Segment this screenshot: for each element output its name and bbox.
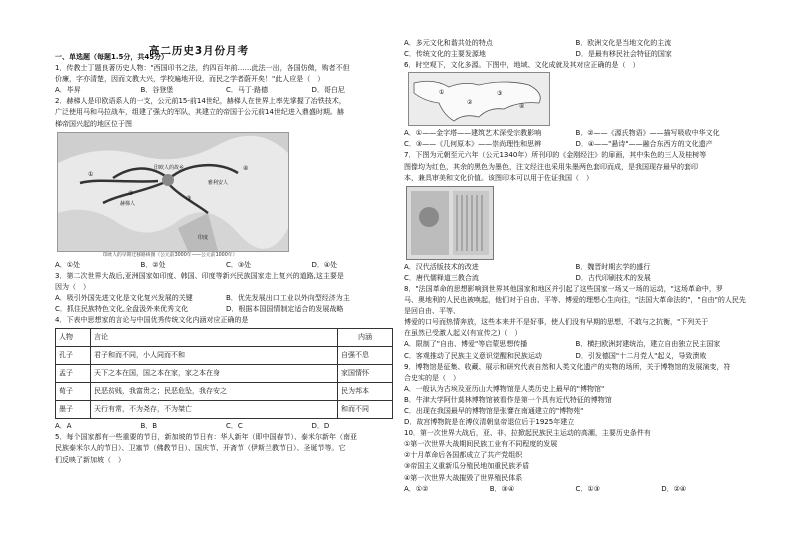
map-label: 印欧人的故乡 <box>154 164 185 171</box>
right-column <box>404 38 747 495</box>
option[interactable]: D．引发德国"十二月党人"起义，导致溃败 <box>575 351 707 360</box>
option[interactable]: A．吸引外国先进文化是文化复兴发展的关键 <box>55 293 193 302</box>
table-row <box>56 347 393 365</box>
q8-stem: 在虽然已受激人起义(有宣传之)（ ） <box>404 329 522 338</box>
table-cell: 自强不息 <box>338 347 393 365</box>
option[interactable]: B．欧洲文化是当地文化的主流 <box>575 39 672 47</box>
q6-options <box>404 128 747 150</box>
option[interactable]: D．D <box>311 422 330 431</box>
table-cell: 孔子 <box>56 347 91 365</box>
map-marker: ① <box>88 170 94 178</box>
option[interactable]: C．出现在我国最早的博物馆是张謇在南通建立的"博物苑" <box>404 406 584 415</box>
table-cell: 民恶贫贱，我富贵之；民恶危坠，我存安之 <box>91 383 338 401</box>
option[interactable]: B．谷登堡 <box>140 86 174 95</box>
q5-stem: 们反映了新加坡（ ） <box>55 455 125 464</box>
option[interactable]: B．②处 <box>140 260 166 269</box>
option[interactable]: C．抓住民族特色文化,全盘汲外来优秀文化 <box>55 305 189 314</box>
option[interactable]: A．①处 <box>55 260 81 269</box>
map-marker: ④ <box>243 164 249 172</box>
option[interactable]: C．③——《几何原本》——崇尚理性和思辨 <box>404 140 542 149</box>
option[interactable]: C．客观推动了民族主义意识觉醒和民族运动 <box>404 351 542 360</box>
table-cell: 墨子 <box>56 401 91 419</box>
option[interactable]: D．④——"悬诗"——融合东西方的文化遗产 <box>575 140 713 149</box>
map-graphic <box>409 73 549 125</box>
q8-stem: 8．"法国革命的思想影响到世界其他国家和地区并引起了这些国家一场又一场的运动，"这场革命中，罗 <box>404 284 723 293</box>
option[interactable]: C．唐代儒释道三教合流 <box>404 273 479 282</box>
q1-stem: 价廉，字亦清楚，因而文教大兴，学校遍地开设，而民之学者蔚开矣！"此人应是（ ） <box>55 75 325 84</box>
option[interactable]: A．A <box>55 422 72 431</box>
q3-options <box>55 293 397 315</box>
q8-options <box>404 339 747 361</box>
map-label: 赫梯人 <box>120 200 136 207</box>
option[interactable]: B．②——《源氏物语》——描写吸收中华文化 <box>575 129 720 138</box>
q7-options <box>404 262 747 284</box>
option[interactable]: B．牛津大学阿什莫林博物馆被看作是第一个具有近代特征的博物馆 <box>404 395 612 404</box>
q6-stem: 6．时空观下，文化多源。下图中，地域、文化成就及其对应正确的是（ ） <box>404 61 640 70</box>
table-cell: 民为邦本 <box>338 383 393 401</box>
print-graphic <box>407 187 493 259</box>
q7-stem: 7．下图为元朝至元六年（公元1340年）所刊印的《金刚经注》的扉画，其中朱色的三人及桂树等 <box>404 151 707 160</box>
q4-table <box>55 328 393 419</box>
left-column <box>55 40 397 466</box>
map-marker: ③ <box>186 194 192 202</box>
map-graphic <box>58 133 288 251</box>
table-cell: 荀子 <box>56 383 91 401</box>
table-cell: 天行有常，不为尧存，不为桀亡 <box>91 401 338 419</box>
option[interactable]: B．③④ <box>489 484 515 493</box>
table-cell: 孟子 <box>56 365 91 383</box>
table-header-cell: 人物 <box>56 329 91 347</box>
map-marker: ④ <box>519 103 525 111</box>
option[interactable]: C．①③ <box>575 484 600 493</box>
q5-stem: 5．每个国家都有一些重要的节日，新加坡的节日有：华人新年（即中国春节）、泰米尔新年（南亚 <box>55 433 357 442</box>
option[interactable]: B．B <box>140 422 158 431</box>
q5-options <box>404 38 747 60</box>
q10-item: ②十月革命后各国都成立了共产党组织 <box>404 451 523 460</box>
q7-stem: 本，兼具审美和文化价值。该图印本可以用于佐证我国（ ） <box>404 173 593 182</box>
table-row <box>56 365 393 383</box>
q2-stem: 2．赫梯人是印欧语系人的一支，公元前15-前14世纪，赫梯人在世界上率先掌握了冶铁技术， <box>55 97 346 106</box>
option[interactable]: A．多元文化和谐共处的特点 <box>404 39 493 47</box>
option[interactable]: D．故宫博物院是在溥仪清朝皇帝退位后于1925年建立 <box>404 418 575 427</box>
map-marker: ② <box>128 189 134 197</box>
option[interactable]: D．②④ <box>661 484 687 493</box>
option[interactable]: D．根据本国国情制定适合的发展战略 <box>226 305 344 314</box>
option[interactable]: A．毕昇 <box>55 86 81 95</box>
q10-options <box>404 484 747 495</box>
map-marker: ② <box>467 99 473 107</box>
q10-stem: 10．第一次世界大战后，亚、非、拉掀起民族民主运动的高潮，主要历史条件有 <box>404 429 651 438</box>
q9-stem: 9．博物馆是征集、收藏、展示和研究代表自然和人类文化遗产的实物的场所，关于博物馆的发展演变，符 <box>404 362 731 371</box>
q7-stem: 图像均为红色，其余的黑色为墨色，注文经注也采用朱墨两色套印而成，是我国现存最早的套印 <box>404 162 698 171</box>
map-caption: 印欧人的早期迁移路线图（公元前3000年——公元前1000年） <box>102 252 238 258</box>
option[interactable]: B．横扫欧洲封建统治，建立自由独立民主国家 <box>575 340 721 349</box>
option[interactable]: D．④处 <box>311 260 338 269</box>
option[interactable]: B．优先发展出口工业以外向型经济为主 <box>226 293 350 302</box>
sutra-print-image <box>406 186 494 260</box>
map-label: 雅利安人 <box>208 179 229 186</box>
table-cell: 家国情怀 <box>338 365 393 383</box>
table-header-row <box>56 329 393 347</box>
world-map <box>408 72 550 126</box>
q8-stem: 马、奥地利的人民也被唤起，他们对于自由、平等、博爱的理想心生向往，"法国大革命法的"，"自由"的人民先是回自由、平等、 <box>404 296 746 316</box>
q2-stem: 梯帝国兴起的地区位于图 <box>55 119 132 128</box>
table-header-cell: 言论 <box>91 329 338 347</box>
option[interactable]: A．汉代活版技术的改进 <box>404 262 479 271</box>
q1-options <box>55 85 397 96</box>
q1-stem: 1．传教士丁题良著历史人物："西国印书之法，约四百年前……此法一出，各国仿傚，购者不但 <box>55 64 350 73</box>
option[interactable]: D．古代印刷技术的发展 <box>575 273 651 282</box>
table-cell: 和而不同 <box>338 401 393 419</box>
q10-item: ③帝国主义重新瓜分殖民地加重民族矛盾 <box>404 462 530 471</box>
table-cell: 君子和而不同，小人同而不和 <box>91 347 338 365</box>
q4-stem: 4．下表中思想家的言论与中国优秀传统文化内涵对应正确的是 <box>55 316 249 325</box>
option[interactable]: A．①② <box>404 484 429 493</box>
table-cell: 天下之本在国，国之本在家，家之本在身 <box>91 365 338 383</box>
option[interactable]: C．C <box>226 422 243 431</box>
q2-stem: 广泛使用马和马拉战车，组建了强大的军队，其建立的帝国于公元前14世纪进入鼎盛时期。赫 <box>55 108 344 117</box>
q10-item: ④第一次世界大战摧毁了世界殖民体系 <box>404 473 523 482</box>
option[interactable]: C．③处 <box>226 260 252 269</box>
q4-options <box>55 421 397 432</box>
map-label: 印度 <box>198 234 209 241</box>
option[interactable]: C．马丁·路德 <box>226 86 269 95</box>
table-header-cell: 内涵 <box>338 329 393 347</box>
q8-stem: 博爱的口号而热情奔放，这些本来并不是好事，使人们没有早期的思想，不敢与之抗衡，"下列关于 <box>404 318 709 327</box>
option[interactable]: D．哥白尼 <box>311 86 345 95</box>
table-row <box>56 401 393 419</box>
q2-options <box>55 260 397 271</box>
q10-item: ①第一次世界大战期间民族工业有不同程度的发展 <box>404 440 558 449</box>
option[interactable]: D．是最有移民社会特征的国家 <box>575 50 672 59</box>
option[interactable]: C．传统文化的主要发源地 <box>404 50 486 59</box>
table-row <box>56 383 393 401</box>
map-marker: ① <box>439 89 445 97</box>
q3-stem: 3．第二次世界大战后,亚洲国家如印度、韩国、印度等新兴民族国家走上复兴的道路,这主要是 <box>55 271 344 280</box>
q5-stem: 民族泰米尔人的节日）、卫塞节（佛教节日）、国庆节、开斋节（伊斯兰教节日）、圣诞节等。它 <box>55 444 346 453</box>
option[interactable]: A．①——金字塔——建筑艺术深受宗教影响 <box>404 129 542 138</box>
option[interactable]: B．魏晋时期玄学的盛行 <box>575 262 651 271</box>
page-title: 高二历史3月份月考 <box>148 45 250 57</box>
q9-stem: 合史实的是（ ） <box>404 373 460 382</box>
migration-map <box>57 132 289 252</box>
q3-stem: 因为（ ） <box>55 282 90 291</box>
option[interactable]: A．一般认为古埃及亚历山大博物馆是人类历史上最早的"博物馆" <box>404 384 605 393</box>
map-marker: ③ <box>497 90 503 98</box>
option[interactable]: A．限制了"自由、博爱"等启蒙思想传播 <box>404 340 528 349</box>
section-heading: 一、单选题（每题1.5分，共45分） <box>55 53 169 61</box>
